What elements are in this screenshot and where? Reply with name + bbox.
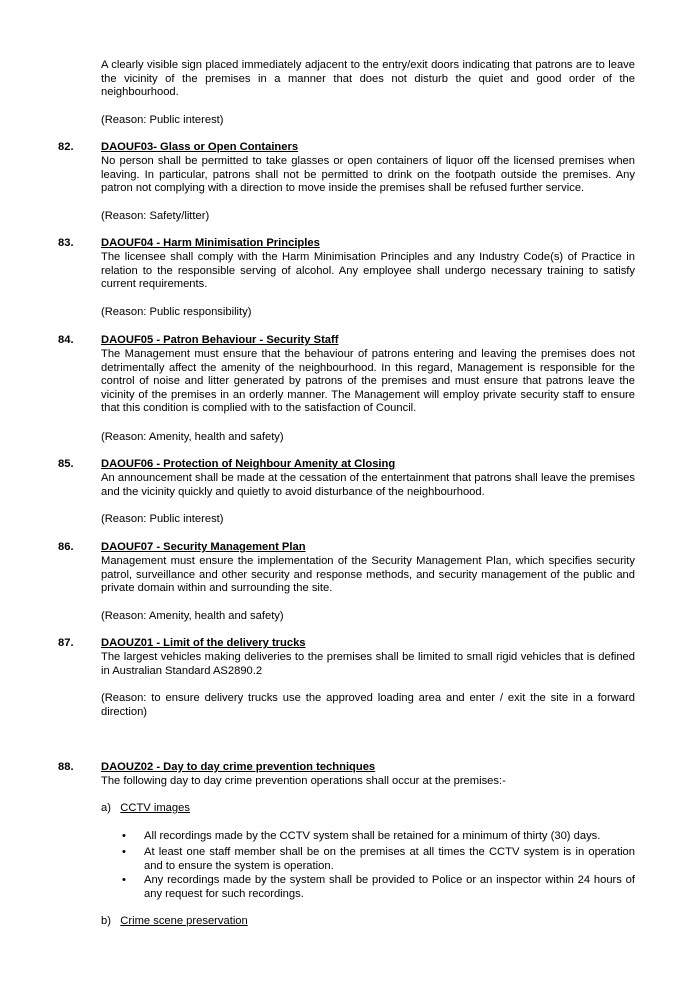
bullet-icon: • xyxy=(122,830,126,842)
condition-reason: (Reason: to ensure delivery trucks use the approved loading area and enter / exit the site in a forward direction) xyxy=(101,692,635,718)
condition-body: An announcement shall be made at the cessation of the entertainment that patrons shall leave the premises and the vicinity quickly and quietly to avoid disturbance of the neighbourhood. xyxy=(101,472,635,498)
intro-reason: (Reason: Public interest) xyxy=(101,114,224,126)
condition-number: 87. xyxy=(58,637,74,649)
condition-heading: DAOUF06 - Protection of Neighbour Amenity at Closing xyxy=(101,458,396,470)
condition-body: The following day to day crime prevention operations shall occur at the premises:- xyxy=(101,775,506,787)
subsection-b xyxy=(101,915,248,929)
condition-number: 88. xyxy=(58,761,74,773)
bullet-icon: • xyxy=(122,874,126,886)
subsection-b-label: b) xyxy=(101,915,111,927)
condition-reason: (Reason: Amenity, health and safety) xyxy=(101,431,284,443)
subsection-b-title: Crime scene preservation xyxy=(120,915,248,927)
subsection-a xyxy=(101,802,190,816)
bullet-icon: • xyxy=(122,846,126,858)
condition-heading: DAOUF07 - Security Management Plan xyxy=(101,541,306,553)
intro-paragraph: A clearly visible sign placed immediately adjacent to the entry/exit doors indicating that patrons are to leave the vicinity of the premises in a manner that does not disturb the quiet and good order of the neighbourhood. xyxy=(101,59,635,99)
condition-reason: (Reason: Public interest) xyxy=(101,513,224,525)
condition-body: The licensee shall comply with the Harm Minimisation Principles and any Industry Code(s) of Practice in relation to the responsible serving of alcohol. Any employee shall undergo necessary training to satisfy current requirements. xyxy=(101,251,635,291)
subsection-a-title: CCTV images xyxy=(120,802,190,814)
condition-number: 86. xyxy=(58,541,74,553)
condition-number: 83. xyxy=(58,237,74,249)
condition-heading: DAOUF04 - Harm Minimisation Principles xyxy=(101,237,320,249)
condition-body: No person shall be permitted to take glasses or open containers of liquor off the licensed premises when leaving. In particular, patrons shall not be permitted to drink on the footpath outside the premises. Any patron not complying with a direction to move inside the premises shall be refused further service. xyxy=(101,155,635,195)
condition-reason: (Reason: Safety/litter) xyxy=(101,210,210,222)
condition-heading: DAOUF03- Glass or Open Containers xyxy=(101,141,299,153)
list-item: Any recordings made by the system shall be provided to Police or an inspector within 24 hours of any request for such recordings. xyxy=(144,874,635,900)
condition-reason: (Reason: Amenity, health and safety) xyxy=(101,610,284,622)
condition-heading: DAOUF05 - Patron Behaviour - Security Staff xyxy=(101,334,339,346)
condition-number: 82. xyxy=(58,141,74,153)
condition-body: Management must ensure the implementation of the Security Management Plan, which specifies security patrol, surveillance and other security and response methods, and security management of the public and private domain within and surrounding the site. xyxy=(101,555,635,595)
condition-body: The Management must ensure that the behaviour of patrons entering and leaving the premises does not detrimentally affect the amenity of the neighbourhood. In this regard, Management is responsible for the control of noise and litter generated by patrons of the premises and must ensure that patrons leave the vicinity of the premises in an orderly manner. The Management will employ private security staff to ensure that this condition is complied with to the satisfaction of Council. xyxy=(101,348,635,415)
condition-number: 85. xyxy=(58,458,74,470)
subsection-a-label: a) xyxy=(101,802,111,814)
condition-heading: DAOUZ02 - Day to day crime prevention techniques xyxy=(101,761,376,773)
condition-reason: (Reason: Public responsibility) xyxy=(101,306,252,318)
list-item: All recordings made by the CCTV system shall be retained for a minimum of thirty (30) days. xyxy=(144,830,601,842)
condition-heading: DAOUZ01 - Limit of the delivery trucks xyxy=(101,637,306,649)
condition-body: The largest vehicles making deliveries to the premises shall be limited to small rigid vehicles that is defined in Australian Standard AS2890.2 xyxy=(101,651,635,677)
condition-number: 84. xyxy=(58,334,74,346)
list-item: At least one staff member shall be on the premises at all times the CCTV system is in operation and to ensure the system is operation. xyxy=(144,846,635,872)
